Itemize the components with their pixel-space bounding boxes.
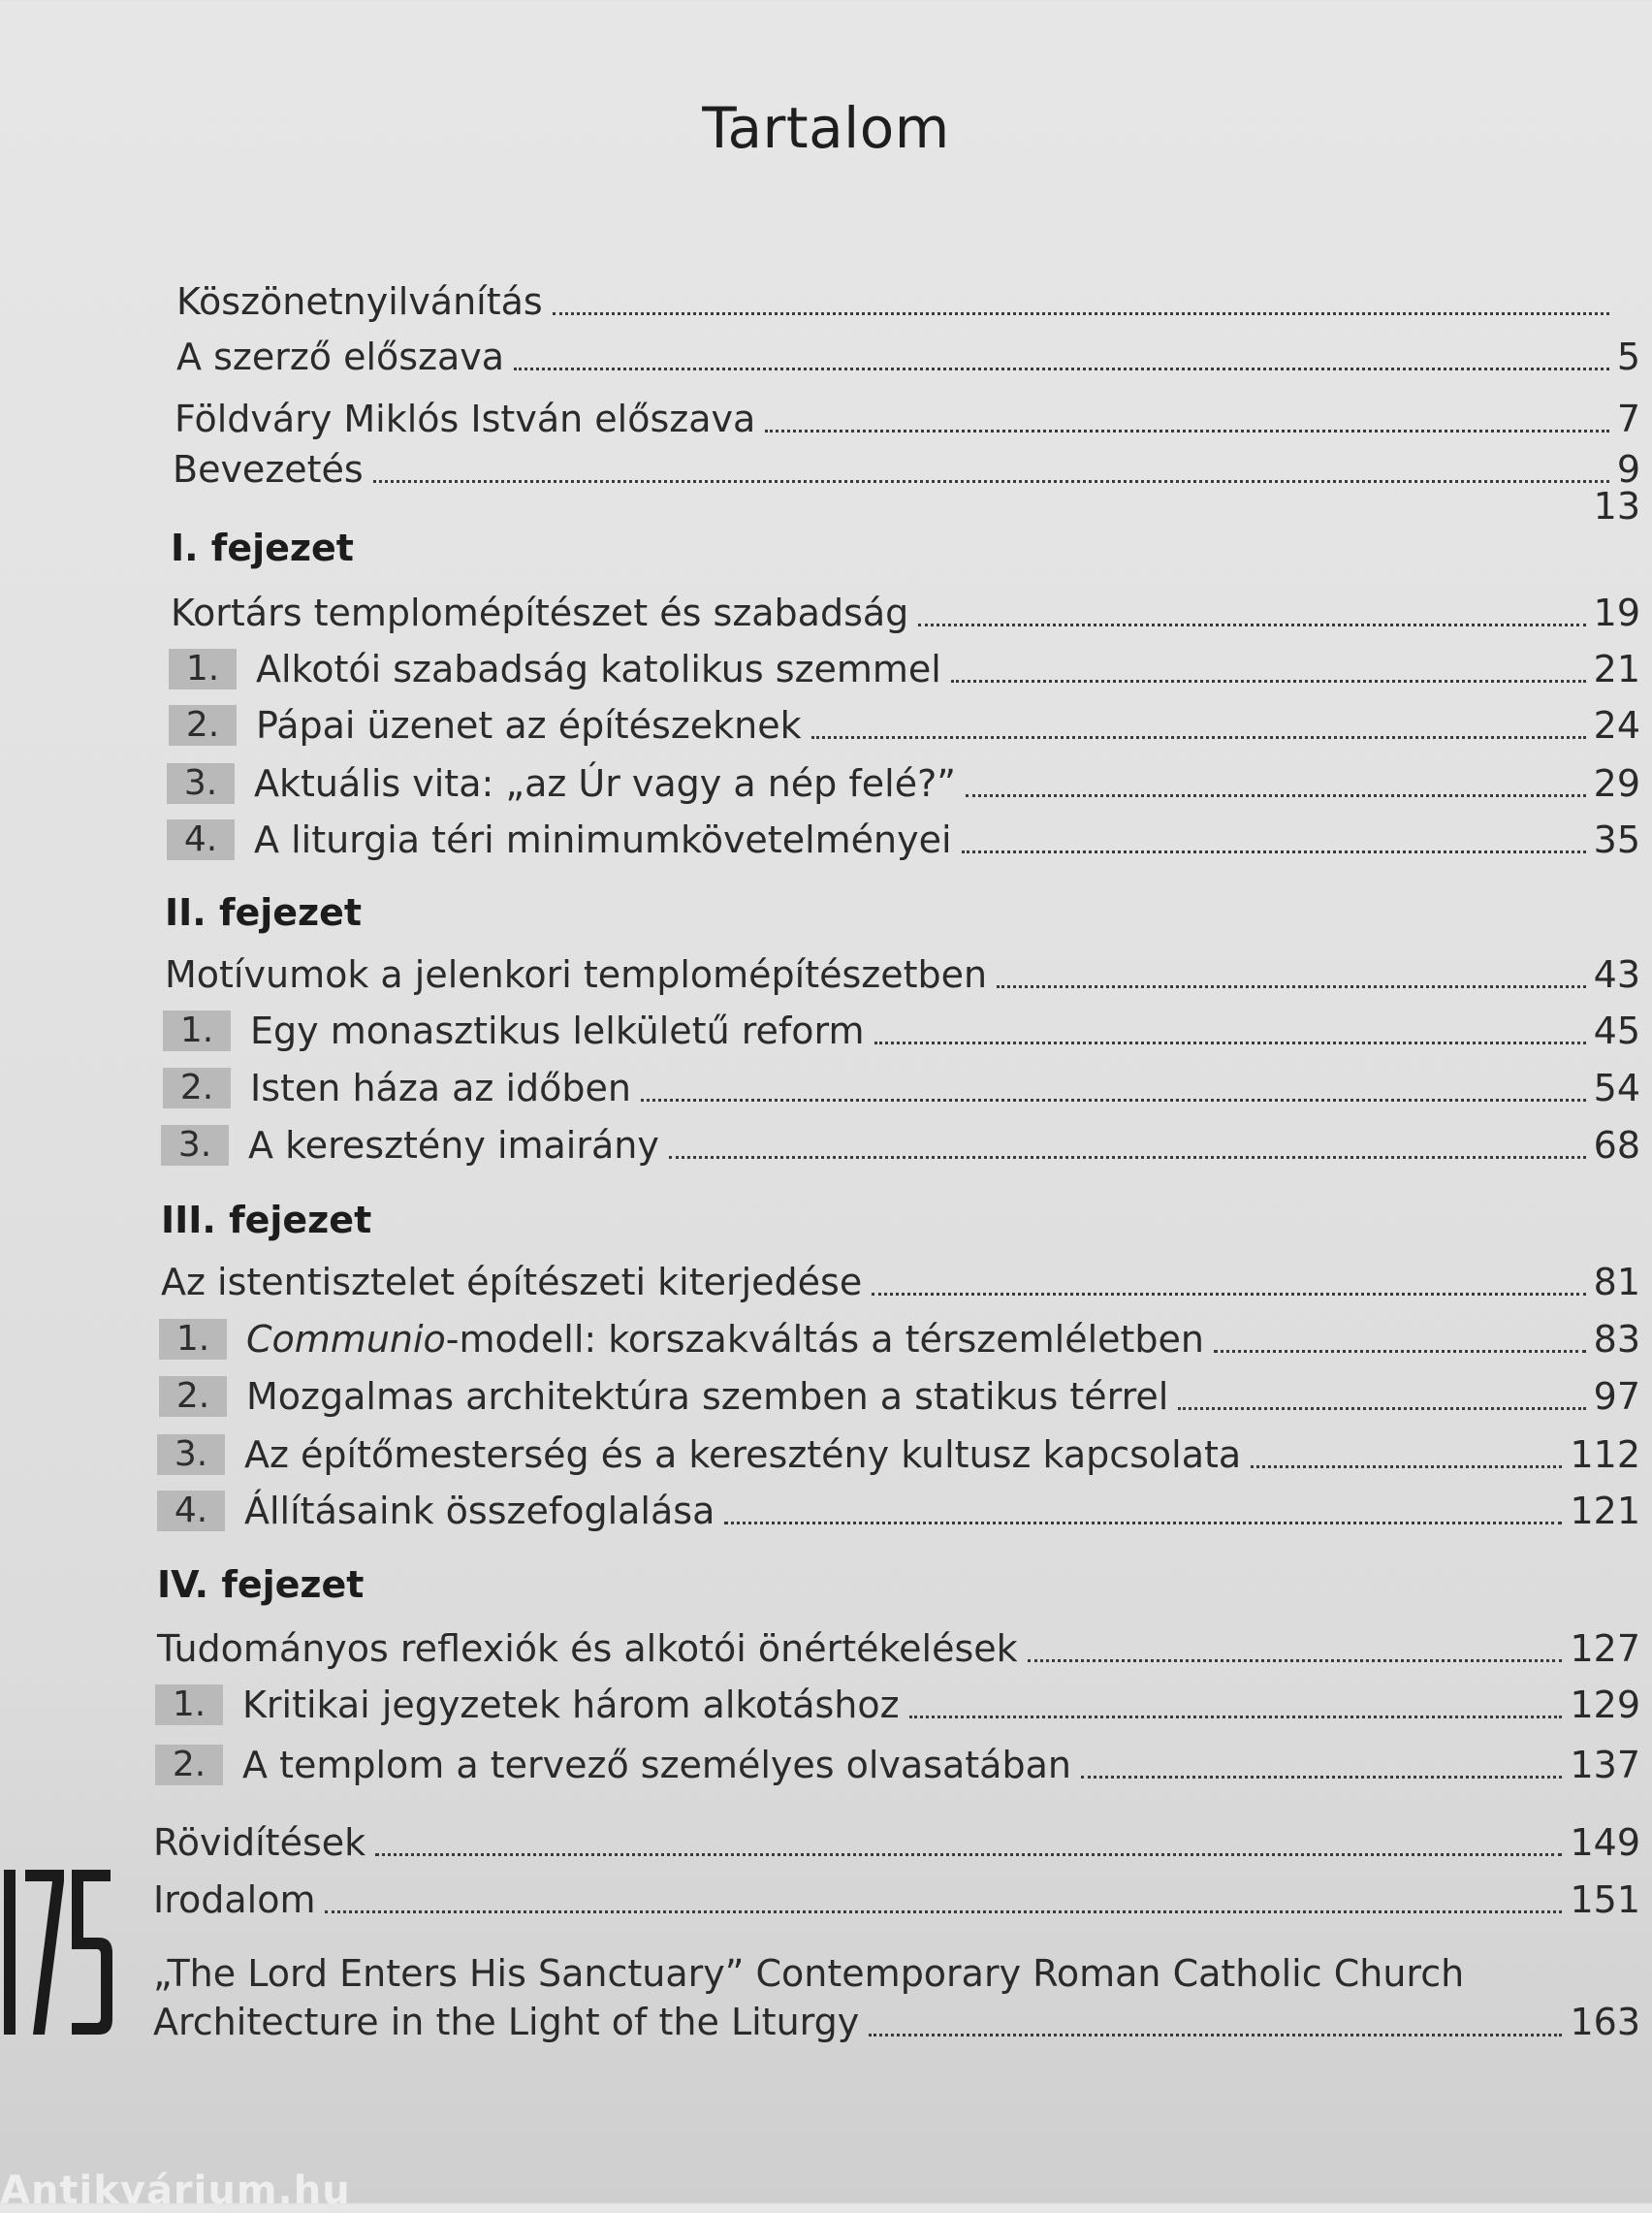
section-entry: [169, 646, 1640, 692]
section-entry: [169, 702, 1640, 749]
dot-leader: [1178, 1407, 1585, 1410]
dot-leader: [997, 985, 1586, 988]
dot-leader: [874, 1042, 1586, 1044]
section-number: 1.: [163, 1010, 231, 1051]
toc-entry-label: [246, 1316, 1204, 1363]
dot-leader: [1214, 1350, 1586, 1353]
page-number-digit-7-top: [25, 1870, 64, 1881]
section-entry: [157, 1431, 1640, 1478]
dot-leader: [1028, 1659, 1563, 1662]
dot-leader: [869, 2034, 1562, 2037]
toc-entry-label: Aktuális vita: „az Úr vagy a nép felé?”: [254, 762, 956, 805]
page-number-graphic: [0, 1860, 116, 2044]
toc-entry-page: 112: [1570, 1433, 1640, 1476]
dot-leader: [641, 1099, 1586, 1102]
section-entry: [159, 1373, 1640, 1420]
toc-entry-label: A szerző előszava: [176, 336, 505, 378]
dot-leader: [811, 736, 1586, 739]
page-title: Tartalom: [702, 95, 950, 161]
toc-entry-label: Az építőmesterség és a keresztény kultusz kapcsolata: [244, 1433, 1242, 1476]
dot-leader: [765, 430, 1609, 433]
chapter-heading: II. fejezet: [165, 891, 363, 934]
toc-entry: [176, 278, 1640, 325]
section-entry: [161, 1122, 1640, 1169]
dot-leader: [1251, 1465, 1562, 1468]
section-number: 4.: [157, 1491, 225, 1531]
section-number: 3.: [157, 1434, 225, 1475]
toc-entry-label: Bevezetés: [173, 448, 364, 491]
dot-leader: [909, 1716, 1563, 1718]
section-entry: [155, 1682, 1640, 1728]
toc-entry-page: 9: [1616, 448, 1640, 491]
toc-entry-page: 137: [1570, 1744, 1640, 1786]
toc-entry-page: 68: [1593, 1124, 1640, 1167]
page-number-digit-1: [4, 1870, 16, 2035]
toc-entry-page: 129: [1570, 1684, 1640, 1726]
toc-entry-label: Földváry Miklós István előszava: [175, 398, 756, 440]
page-number-digit-5-left: [72, 1870, 83, 1945]
toc-entry-page: 121: [1570, 1490, 1640, 1532]
english-summary-entry: [153, 1949, 1640, 2046]
toc-entry: [153, 1819, 1640, 1866]
toc-entry-page: 21: [1593, 648, 1640, 690]
toc-entry-page: 7: [1616, 398, 1640, 440]
dot-leader: [1081, 1776, 1563, 1779]
section-number: 3.: [161, 1125, 229, 1166]
toc-entry-page: 19: [1593, 592, 1640, 634]
dot-leader: [553, 312, 1609, 315]
english-title-line-1: „The Lord Enters His Sanctuary” Contemporary Roman Catholic Church: [153, 1952, 1465, 1995]
section-number: 2.: [155, 1745, 223, 1785]
section-entry: [167, 817, 1640, 863]
toc-entry-page: 127: [1570, 1627, 1640, 1670]
chapter-heading: I. fejezet: [171, 527, 354, 569]
toc-entry-label: Kortárs templomépítészet és szabadság: [171, 592, 909, 634]
toc-entry-label: Köszönetnyilvánítás: [176, 280, 543, 323]
toc-entry-page: 29: [1593, 762, 1640, 805]
toc-entry-label: Kritikai jegyzetek három alkotáshoz: [242, 1684, 900, 1726]
dot-leader: [918, 624, 1585, 626]
toc-entry-label: Az istentisztelet építészeti kiterjedése: [161, 1261, 863, 1303]
chapter-heading: IV. fejezet: [157, 1563, 365, 1606]
dot-leader: [724, 1522, 1562, 1524]
toc-entry-label: Alkotói szabadság katolikus szemmel: [256, 648, 941, 690]
page-number-digit-5-bowl: [72, 1938, 112, 2035]
dot-leader: [872, 1293, 1585, 1296]
toc-entry-label: A templom a tervező személyes olvasatában: [242, 1744, 1071, 1786]
toc-entry-page: 43: [1593, 953, 1640, 996]
section-number: 2.: [163, 1068, 231, 1108]
toc-entry-page: 54: [1593, 1067, 1640, 1109]
dot-leader: [514, 368, 1609, 370]
toc-entry-page: 13: [1593, 485, 1640, 528]
page-number-digit-7-stem: [33, 1881, 64, 2035]
dot-leader: [962, 850, 1586, 853]
section-number: 1.: [159, 1319, 227, 1360]
section-entry: [163, 1008, 1640, 1054]
chapter-title-entry: [157, 1625, 1640, 1672]
section-entry: [157, 1488, 1640, 1534]
toc-entry-label: Rövidítések: [153, 1821, 366, 1864]
toc-entry: [175, 396, 1640, 442]
toc-entry-label: Egy monasztikus lelkületű reform: [250, 1010, 865, 1052]
section-entry: [159, 1316, 1640, 1363]
english-title-line-2-row: [153, 1998, 1640, 2046]
toc-entry-label: Állításaink összefoglalása: [244, 1490, 715, 1532]
toc-entry-page: 151: [1570, 1878, 1640, 1921]
section-entry: [155, 1742, 1640, 1788]
toc-entry-page: 35: [1593, 818, 1640, 861]
section-number: 1.: [169, 649, 237, 690]
toc-entry-page: 83: [1593, 1318, 1640, 1361]
toc-entry: [176, 334, 1640, 380]
toc-entry-label: Motívumok a jelenkori templomépítészetben: [165, 953, 988, 996]
dot-leader: [669, 1156, 1586, 1159]
section-entry: [163, 1065, 1640, 1111]
chapter-title-entry: [165, 951, 1640, 998]
toc-entry-label: Irodalom: [153, 1878, 316, 1921]
dot-leader: [966, 794, 1586, 797]
toc-entry-page: 45: [1593, 1010, 1640, 1052]
toc-entry-label: Tudományos reflexiók és alkotói önértékelések: [157, 1627, 1018, 1670]
toc-entry-page: 81: [1593, 1261, 1640, 1303]
chapter-title-entry: [171, 590, 1640, 636]
dot-leader: [951, 680, 1586, 683]
toc-entry-page: 5: [1616, 336, 1640, 378]
toc-entry-label: Pápai üzenet az építészeknek: [256, 704, 802, 747]
toc-entry-label: A liturgia téri minimumkövetelményei: [254, 818, 952, 861]
section-entry: [167, 760, 1640, 807]
section-number: 4.: [167, 819, 235, 860]
toc-entry-label-rest: -modell: korszakváltás a térszemléletben: [445, 1318, 1204, 1361]
toc-entry-page: 24: [1593, 704, 1640, 747]
italic-term: Communio: [246, 1318, 446, 1361]
toc-entry-page: 97: [1593, 1375, 1640, 1418]
toc-entry-label: Isten háza az időben: [250, 1067, 631, 1109]
toc-entry-label: Mozgalmas architektúra szemben a statikus térrel: [246, 1375, 1169, 1418]
section-number: 3.: [167, 763, 235, 804]
dot-leader: [325, 1910, 1562, 1913]
toc-entry-page: 149: [1570, 1821, 1640, 1864]
english-title-line-2: Architecture in the Light of the Liturgy: [153, 2001, 860, 2043]
toc-entry: [173, 483, 1640, 529]
toc-entry-page: 163: [1570, 2001, 1640, 2043]
toc-entry-label: A keresztény imairány: [248, 1124, 659, 1167]
section-number: 2.: [159, 1376, 227, 1417]
toc-entry: [153, 1876, 1640, 1923]
section-number: 2.: [169, 705, 237, 746]
dot-leader: [375, 1853, 1562, 1856]
chapter-heading: III. fejezet: [161, 1199, 372, 1241]
chapter-title-entry: [161, 1259, 1640, 1305]
watermark: Antikvárium.hu: [0, 2168, 351, 2213]
section-number: 1.: [155, 1684, 223, 1725]
